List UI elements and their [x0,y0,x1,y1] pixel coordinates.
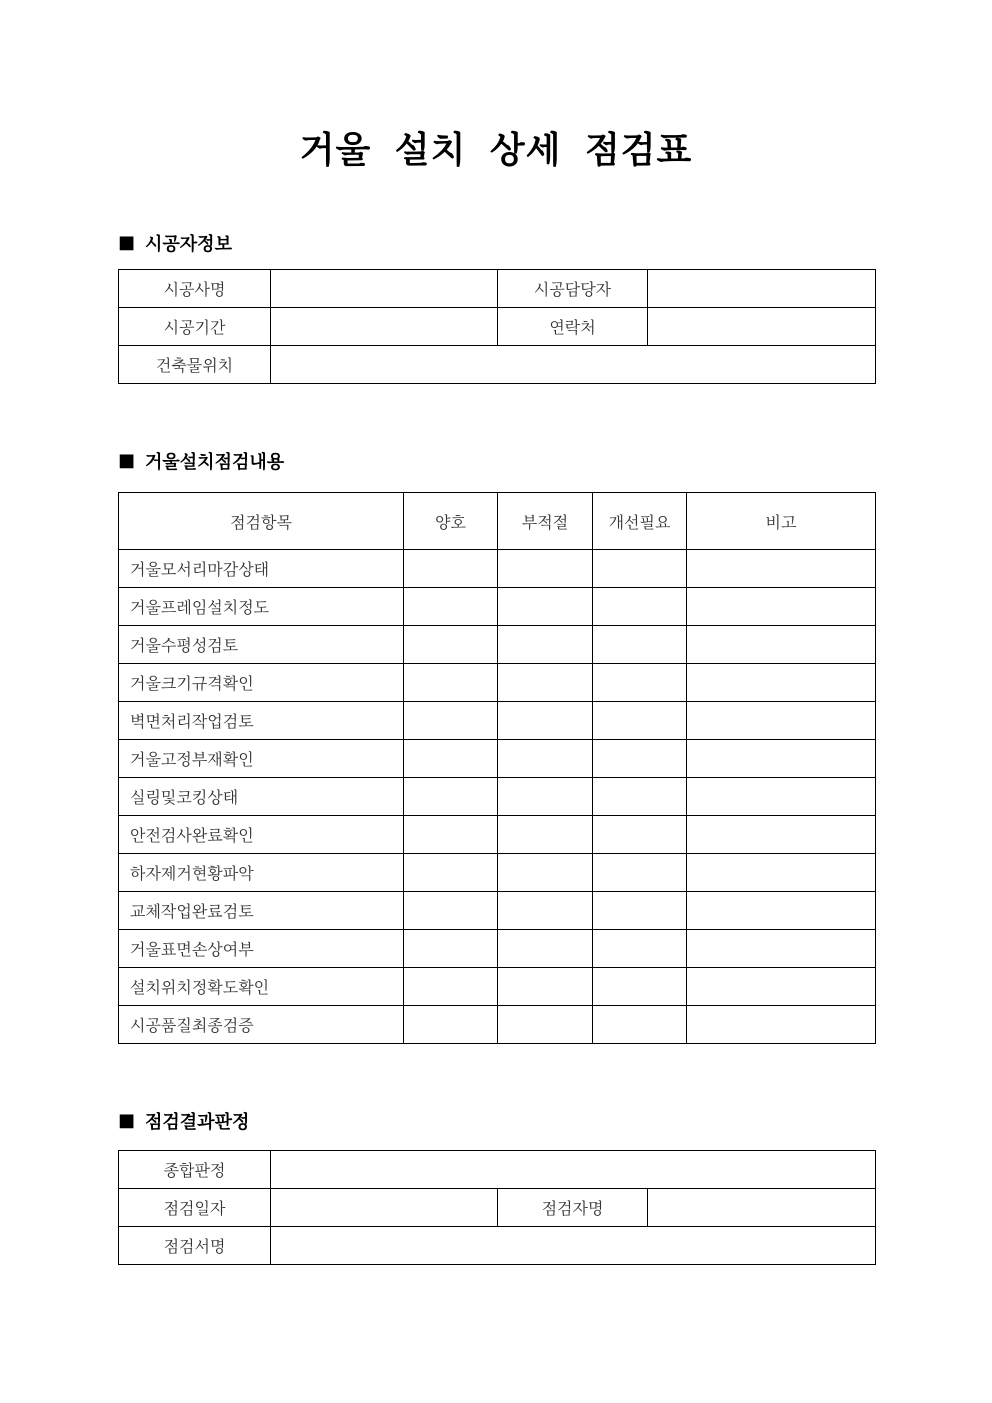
checkbox-cell-inadequate [498,664,593,702]
checkbox-cell-needs-improvement [593,930,687,968]
value-inspector-signature [271,1227,876,1265]
contractor-info-table [118,269,876,384]
column-header-remarks: 비고 [687,493,876,550]
remarks-cell [687,550,876,588]
checkbox-cell-inadequate [498,626,593,664]
remarks-cell [687,778,876,816]
remarks-cell [687,968,876,1006]
checkbox-cell-inadequate [498,588,593,626]
value-construction-manager [648,270,876,308]
checkbox-cell-inadequate [498,1006,593,1044]
checklist-row [119,778,876,816]
checkbox-cell-needs-improvement [593,702,687,740]
checkbox-cell-needs-improvement [593,664,687,702]
checklist-item-label: 안전검사완료확인 [119,816,404,854]
checklist-row [119,816,876,854]
column-header-needs-improvement: 개선필요 [593,493,687,550]
checklist-item-label: 설치위치정확도확인 [119,968,404,1006]
checkbox-cell-needs-improvement [593,1006,687,1044]
checkbox-cell-good [404,664,498,702]
column-header-inadequate: 부적절 [498,493,593,550]
table-row [119,1227,876,1265]
section-heading-contractor-label: 시공자정보 [145,234,232,255]
checkbox-cell-inadequate [498,930,593,968]
column-header-good: 양호 [404,493,498,550]
checkbox-cell-good [404,588,498,626]
checkbox-cell-good [404,626,498,664]
value-overall-judgment [271,1151,876,1189]
checklist-item-label: 교체작업완료검토 [119,892,404,930]
checkbox-cell-needs-improvement [593,854,687,892]
checkbox-cell-needs-improvement [593,778,687,816]
checkbox-cell-inadequate [498,550,593,588]
checklist-item-label: 거울크기규격확인 [119,664,404,702]
checkbox-cell-needs-improvement [593,588,687,626]
label-company-name: 시공사명 [119,270,271,308]
section-heading-result [118,1108,875,1134]
checkbox-cell-good [404,892,498,930]
checkbox-cell-inadequate [498,854,593,892]
checkbox-cell-needs-improvement [593,968,687,1006]
value-construction-period [271,308,498,346]
label-contact: 연락처 [498,308,648,346]
checkbox-cell-good [404,930,498,968]
checklist-row [119,968,876,1006]
checklist-item-label: 시공품질최종검증 [119,1006,404,1044]
checklist-item-label: 거울표면손상여부 [119,930,404,968]
table-row [119,308,876,346]
checkbox-cell-inadequate [498,816,593,854]
checklist-item-label: 하자제거현황파악 [119,854,404,892]
checkbox-cell-needs-improvement [593,550,687,588]
section-heading-checklist [118,448,875,474]
remarks-cell [687,930,876,968]
document-content [118,230,875,1265]
section-heading-contractor [118,230,875,256]
table-row [119,1189,876,1227]
checkbox-cell-inadequate [498,740,593,778]
checkbox-cell-needs-improvement [593,816,687,854]
checklist-row [119,1006,876,1044]
checklist-item-label: 거울프레임설치정도 [119,588,404,626]
checklist-table [118,492,876,1044]
checkbox-cell-good [404,778,498,816]
column-header-item: 점검항목 [119,493,404,550]
checkbox-cell-inadequate [498,778,593,816]
remarks-cell [687,664,876,702]
label-building-location: 건축물위치 [119,346,271,384]
checklist-item-label: 실링및코킹상태 [119,778,404,816]
checkbox-cell-inadequate [498,968,593,1006]
checkbox-cell-needs-improvement [593,892,687,930]
checkbox-cell-good [404,854,498,892]
value-inspection-date [271,1189,498,1227]
section-heading-result-label: 점검결과판정 [145,1112,250,1133]
checkbox-cell-good [404,702,498,740]
remarks-cell [687,1006,876,1044]
table-row [119,1151,876,1189]
value-company-name [271,270,498,308]
checklist-row [119,854,876,892]
value-contact [648,308,876,346]
remarks-cell [687,892,876,930]
remarks-cell [687,854,876,892]
checkbox-cell-good [404,968,498,1006]
checkbox-cell-good [404,816,498,854]
checkbox-cell-good [404,1006,498,1044]
table-row [119,346,876,384]
value-inspector-name [648,1189,876,1227]
checklist-item-label: 거울고정부재확인 [119,740,404,778]
checkbox-cell-inadequate [498,702,593,740]
checklist-row [119,664,876,702]
checkbox-cell-good [404,550,498,588]
checklist-row [119,702,876,740]
remarks-cell [687,816,876,854]
checklist-row [119,626,876,664]
checklist-row [119,740,876,778]
value-building-location [271,346,876,384]
checklist-row [119,588,876,626]
result-table [118,1150,876,1265]
checkbox-cell-inadequate [498,892,593,930]
label-construction-period: 시공기간 [119,308,271,346]
checklist-row [119,892,876,930]
square-bullet-icon: ■ [118,1110,136,1131]
label-overall-judgment: 종합판정 [119,1151,271,1189]
label-inspector-signature: 점검서명 [119,1227,271,1265]
label-inspection-date: 점검일자 [119,1189,271,1227]
checklist-row [119,930,876,968]
checklist-item-label: 거울모서리마감상태 [119,550,404,588]
section-heading-checklist-label: 거울설치점검내용 [145,452,285,473]
label-inspector-name: 점검자명 [498,1189,648,1227]
checkbox-cell-needs-improvement [593,626,687,664]
checkbox-cell-good [404,740,498,778]
remarks-cell [687,702,876,740]
remarks-cell [687,588,876,626]
checklist-row [119,550,876,588]
page-title: 거울 설치 상세 점검표 [299,130,693,171]
label-construction-manager: 시공담당자 [498,270,648,308]
checklist-item-label: 벽면처리작업검토 [119,702,404,740]
checklist-item-label: 거울수평성검토 [119,626,404,664]
remarks-cell [687,626,876,664]
table-row [119,270,876,308]
square-bullet-icon: ■ [118,450,136,471]
checklist-header-row [119,493,876,550]
square-bullet-icon: ■ [118,232,136,253]
checkbox-cell-needs-improvement [593,740,687,778]
remarks-cell [687,740,876,778]
